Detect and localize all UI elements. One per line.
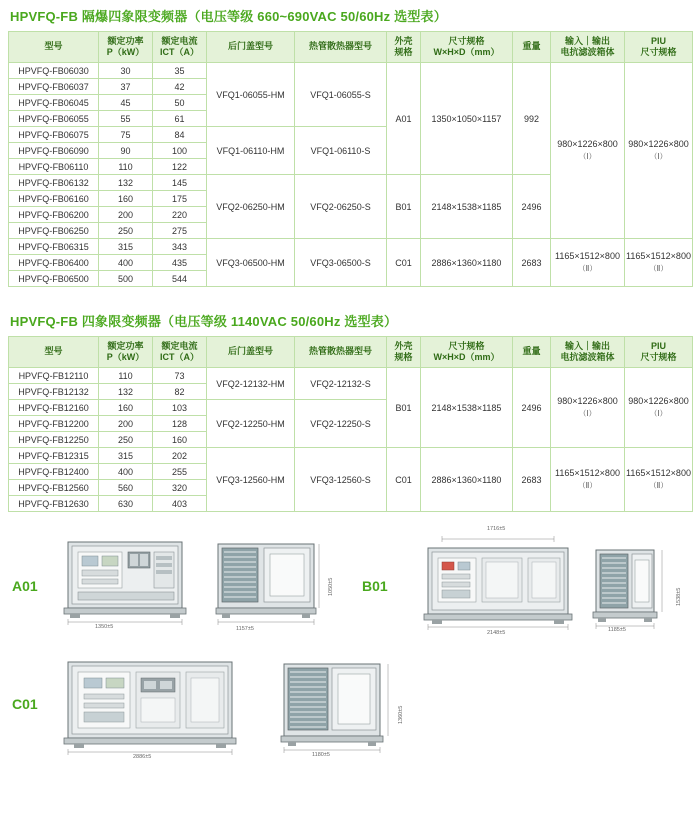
drawing-label-b01: B01 bbox=[362, 578, 388, 594]
reactor-size: 980×1226×800 bbox=[557, 138, 618, 149]
dim-a01-front-width: 1350±5 bbox=[95, 624, 114, 630]
cell-model: HPVFQ-FB06090 bbox=[9, 143, 99, 159]
reactor-note: （Ⅰ） bbox=[578, 151, 597, 161]
table-row bbox=[9, 63, 693, 79]
piu-size: 980×1226×800 bbox=[628, 395, 689, 406]
col-door: 后门盖型号 bbox=[207, 337, 295, 368]
cell-door: VFQ1-06055-HM bbox=[207, 63, 295, 127]
cell-model: HPVFQ-FB06045 bbox=[9, 95, 99, 111]
dim-b01-side-height: 1538±5 bbox=[676, 587, 682, 606]
dim-c01-side-width: 1180±5 bbox=[312, 752, 330, 758]
dim-a01-side-width: 1157±5 bbox=[236, 626, 254, 632]
cell-power: 200 bbox=[99, 207, 153, 223]
dim-b01-front-width: 2148±5 bbox=[487, 630, 506, 636]
cell-model: HPVFQ-FB12160 bbox=[9, 400, 99, 416]
col-heatsink: 热管散热器型号 bbox=[295, 32, 387, 63]
cell-model: HPVFQ-FB06500 bbox=[9, 271, 99, 287]
reactor-size: 1165×1512×800 bbox=[555, 467, 620, 478]
col-current: 额定电流 ICT（A） bbox=[153, 32, 207, 63]
col-piu: PIU 尺寸规格 bbox=[625, 32, 693, 63]
cell-power: 110 bbox=[99, 159, 153, 175]
cell-power: 250 bbox=[99, 432, 153, 448]
reactor-size: 1165×1512×800 bbox=[555, 250, 620, 261]
dim-c01-front-width: 2886±5 bbox=[133, 754, 152, 760]
cell-model: HPVFQ-FB12630 bbox=[9, 496, 99, 512]
cell-heatsink: VFQ1-06110-S bbox=[295, 127, 387, 175]
cell-reactor bbox=[551, 63, 625, 239]
col-power: 额定功率 P（kW） bbox=[99, 32, 153, 63]
cell-model: HPVFQ-FB12560 bbox=[9, 480, 99, 496]
cell-power: 160 bbox=[99, 400, 153, 416]
cell-current: 103 bbox=[153, 400, 207, 416]
table-660v bbox=[8, 31, 693, 287]
cell-current: 160 bbox=[153, 432, 207, 448]
cell-reactor bbox=[551, 448, 625, 512]
cell-size: 2148×1538×1185 bbox=[421, 368, 513, 448]
cell-reactor bbox=[551, 368, 625, 448]
reactor-note: （Ⅰ） bbox=[578, 408, 597, 418]
cell-model: HPVFQ-FB06315 bbox=[9, 239, 99, 255]
cell-door: VFQ2-06250-HM bbox=[207, 175, 295, 239]
col-current: 额定电流 ICT（A） bbox=[153, 337, 207, 368]
cell-power: 90 bbox=[99, 143, 153, 159]
cell-model: HPVFQ-FB12250 bbox=[9, 432, 99, 448]
col-heatsink: 热管散热器型号 bbox=[295, 337, 387, 368]
cell-weight: 2683 bbox=[513, 448, 551, 512]
cell-model: HPVFQ-FB12200 bbox=[9, 416, 99, 432]
dim-a01-side-height: 1050±5 bbox=[328, 577, 334, 596]
cell-power: 315 bbox=[99, 239, 153, 255]
cell-shell: B01 bbox=[387, 175, 421, 239]
cell-current: 100 bbox=[153, 143, 207, 159]
cell-model: HPVFQ-FB06075 bbox=[9, 127, 99, 143]
cell-size: 2886×1360×1180 bbox=[421, 448, 513, 512]
dim-b01-top-width: 1716±5 bbox=[487, 526, 506, 532]
cell-weight: 2496 bbox=[513, 368, 551, 448]
col-reactor: 输入｜输出 电抗滤波箱体 bbox=[551, 32, 625, 63]
reactor-size: 980×1226×800 bbox=[557, 395, 618, 406]
cell-door: VFQ1-06110-HM bbox=[207, 127, 295, 175]
col-weight: 重量 bbox=[513, 32, 551, 63]
cell-power: 45 bbox=[99, 95, 153, 111]
cell-power: 400 bbox=[99, 464, 153, 480]
piu-size: 1165×1512×800 bbox=[626, 467, 691, 478]
col-piu: PIU 尺寸规格 bbox=[625, 337, 693, 368]
cell-size: 2148×1538×1185 bbox=[421, 175, 513, 239]
cell-power: 37 bbox=[99, 79, 153, 95]
dim-b01-side-width: 1185±5 bbox=[608, 627, 626, 633]
cell-current: 343 bbox=[153, 239, 207, 255]
cell-power: 315 bbox=[99, 448, 153, 464]
cell-heatsink: VFQ3-06500-S bbox=[295, 239, 387, 287]
cell-weight: 2496 bbox=[513, 175, 551, 239]
col-door: 后门盖型号 bbox=[207, 32, 295, 63]
reactor-note: （Ⅱ） bbox=[578, 480, 597, 490]
col-shell: 外壳 规格 bbox=[387, 32, 421, 63]
cell-current: 403 bbox=[153, 496, 207, 512]
cell-power: 400 bbox=[99, 255, 153, 271]
cell-shell: A01 bbox=[387, 63, 421, 175]
cell-current: 84 bbox=[153, 127, 207, 143]
piu-size: 980×1226×800 bbox=[628, 138, 689, 149]
piu-size: 1165×1512×800 bbox=[626, 250, 691, 261]
drawings-area bbox=[0, 526, 700, 826]
cell-current: 42 bbox=[153, 79, 207, 95]
cell-current: 320 bbox=[153, 480, 207, 496]
cell-current: 61 bbox=[153, 111, 207, 127]
cell-power: 132 bbox=[99, 384, 153, 400]
section-title-1140v: HPVFQ-FB 四象限变频器（电压等级 1140VAC 50/60Hz 选型表） bbox=[10, 314, 398, 329]
cell-reactor bbox=[551, 239, 625, 287]
table-header-row bbox=[9, 32, 693, 63]
cell-current: 275 bbox=[153, 223, 207, 239]
cell-current: 435 bbox=[153, 255, 207, 271]
cell-door: VFQ2-12132-HM bbox=[207, 368, 295, 400]
table-row bbox=[9, 368, 693, 384]
cell-current: 50 bbox=[153, 95, 207, 111]
cell-current: 255 bbox=[153, 464, 207, 480]
cell-heatsink: VFQ3-12560-S bbox=[295, 448, 387, 512]
cell-current: 82 bbox=[153, 384, 207, 400]
col-size: 尺寸规格 W×H×D（mm） bbox=[421, 32, 513, 63]
cell-door: VFQ2-12250-HM bbox=[207, 400, 295, 448]
cell-model: HPVFQ-FB06055 bbox=[9, 111, 99, 127]
section-title-660v: HPVFQ-FB 隔爆四象限变频器（电压等级 660~690VAC 50/60Hz 选型表） bbox=[10, 9, 447, 24]
cell-shell: C01 bbox=[387, 239, 421, 287]
col-model: 型号 bbox=[9, 32, 99, 63]
cell-model: HPVFQ-FB06400 bbox=[9, 255, 99, 271]
cell-power: 250 bbox=[99, 223, 153, 239]
cell-current: 145 bbox=[153, 175, 207, 191]
cell-power: 110 bbox=[99, 368, 153, 384]
cell-current: 128 bbox=[153, 416, 207, 432]
table-body-660v bbox=[9, 63, 693, 287]
cell-door: VFQ3-06500-HM bbox=[207, 239, 295, 287]
drawing-b01-front bbox=[418, 536, 578, 630]
cell-power: 500 bbox=[99, 271, 153, 287]
cell-power: 55 bbox=[99, 111, 153, 127]
cell-size: 2886×1360×1180 bbox=[421, 239, 513, 287]
col-reactor: 输入｜输出 电抗滤波箱体 bbox=[551, 337, 625, 368]
cell-door: VFQ3-12560-HM bbox=[207, 448, 295, 512]
cell-current: 202 bbox=[153, 448, 207, 464]
col-weight: 重量 bbox=[513, 337, 551, 368]
cell-weight: 2683 bbox=[513, 239, 551, 287]
cell-current: 35 bbox=[153, 63, 207, 79]
cell-current: 122 bbox=[153, 159, 207, 175]
cell-shell: C01 bbox=[387, 448, 421, 512]
drawing-a01-side bbox=[212, 540, 322, 626]
piu-note: （Ⅱ） bbox=[649, 263, 668, 273]
cell-model: HPVFQ-FB12110 bbox=[9, 368, 99, 384]
cell-current: 544 bbox=[153, 271, 207, 287]
cell-weight: 992 bbox=[513, 63, 551, 175]
col-shell: 外壳 规格 bbox=[387, 337, 421, 368]
cell-model: HPVFQ-FB06250 bbox=[9, 223, 99, 239]
cell-model: HPVFQ-FB06037 bbox=[9, 79, 99, 95]
cell-model: HPVFQ-FB06132 bbox=[9, 175, 99, 191]
piu-note: （Ⅱ） bbox=[649, 480, 668, 490]
cell-current: 73 bbox=[153, 368, 207, 384]
cell-model: HPVFQ-FB12400 bbox=[9, 464, 99, 480]
drawing-a01-front bbox=[60, 536, 190, 626]
drawing-b01-side bbox=[588, 548, 672, 630]
dim-c01-side-height: 1360±5 bbox=[398, 705, 404, 724]
cell-heatsink: VFQ1-06055-S bbox=[295, 63, 387, 127]
cell-shell: B01 bbox=[387, 368, 421, 448]
cell-heatsink: VFQ2-06250-S bbox=[295, 175, 387, 239]
cell-model: HPVFQ-FB12132 bbox=[9, 384, 99, 400]
drawing-label-a01: A01 bbox=[12, 578, 38, 594]
col-size: 尺寸规格 W×H×D（mm） bbox=[421, 337, 513, 368]
drawing-c01-front bbox=[60, 654, 240, 756]
cell-power: 75 bbox=[99, 127, 153, 143]
cell-current: 220 bbox=[153, 207, 207, 223]
drawing-label-c01: C01 bbox=[12, 696, 38, 712]
table-body-1140v bbox=[9, 368, 693, 512]
piu-note: （Ⅰ） bbox=[649, 408, 668, 418]
table-1140v bbox=[8, 336, 693, 512]
cell-model: HPVFQ-FB06160 bbox=[9, 191, 99, 207]
cell-power: 30 bbox=[99, 63, 153, 79]
table-row bbox=[9, 239, 693, 255]
cell-model: HPVFQ-FB06110 bbox=[9, 159, 99, 175]
cell-power: 560 bbox=[99, 480, 153, 496]
col-power: 额定功率 P（kW） bbox=[99, 337, 153, 368]
cell-power: 200 bbox=[99, 416, 153, 432]
col-model: 型号 bbox=[9, 337, 99, 368]
section-660v bbox=[8, 0, 692, 287]
cell-power: 132 bbox=[99, 175, 153, 191]
cell-heatsink: VFQ2-12132-S bbox=[295, 368, 387, 400]
cell-model: HPVFQ-FB06030 bbox=[9, 63, 99, 79]
cell-model: HPVFQ-FB06200 bbox=[9, 207, 99, 223]
piu-note: （Ⅰ） bbox=[649, 151, 668, 161]
cell-piu bbox=[625, 63, 693, 239]
table-header-row bbox=[9, 337, 693, 368]
cell-piu bbox=[625, 239, 693, 287]
section-1140v bbox=[8, 305, 692, 512]
cell-power: 160 bbox=[99, 191, 153, 207]
cell-current: 175 bbox=[153, 191, 207, 207]
drawing-c01-side bbox=[276, 660, 396, 756]
cell-heatsink: VFQ2-12250-S bbox=[295, 400, 387, 448]
cell-model: HPVFQ-FB12315 bbox=[9, 448, 99, 464]
table-row bbox=[9, 448, 693, 464]
cell-size: 1350×1050×1157 bbox=[421, 63, 513, 175]
reactor-note: （Ⅱ） bbox=[578, 263, 597, 273]
cell-power: 630 bbox=[99, 496, 153, 512]
cell-piu bbox=[625, 448, 693, 512]
cell-piu bbox=[625, 368, 693, 448]
